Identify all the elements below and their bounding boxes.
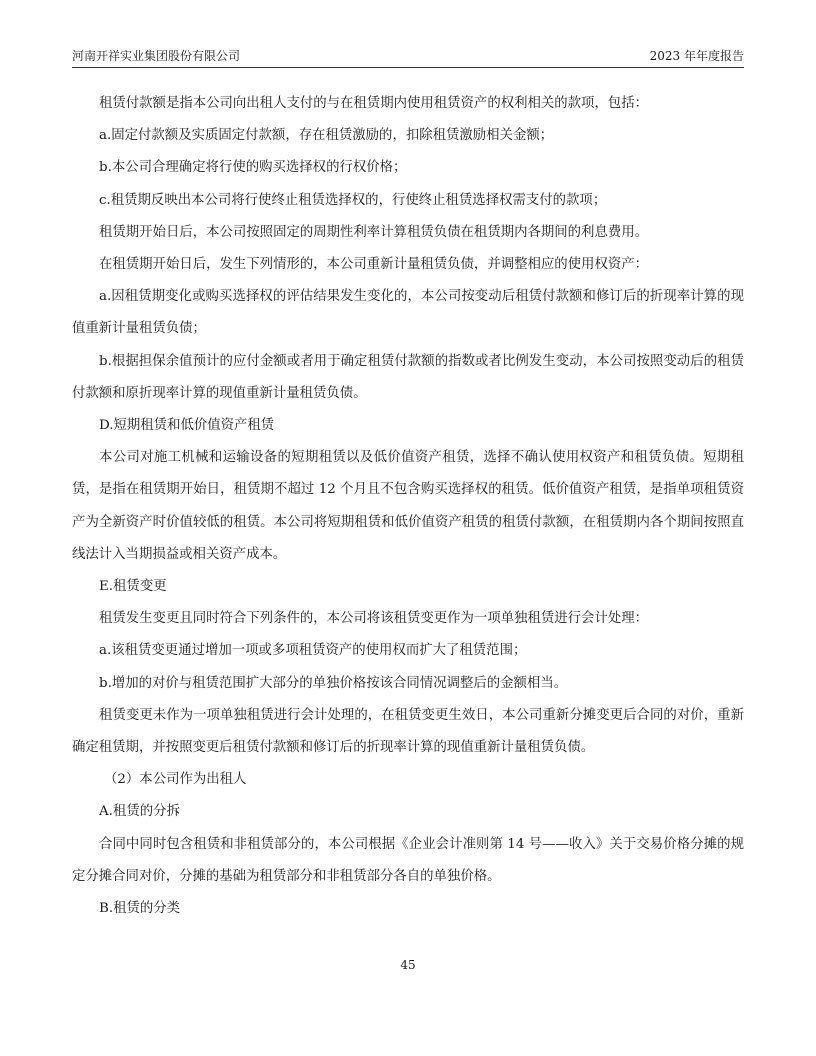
page-header <box>72 47 744 68</box>
list-item: c.租赁期反映出本公司将行使终止租赁选择权的，行使终止租赁选择权需支付的款项； <box>99 192 607 208</box>
subsection-heading: A.租赁的分拆 <box>99 804 180 820</box>
header-company-name: 河南开祥实业集团股份有限公司 <box>72 49 241 63</box>
list-item: b.增加的对价与租赁范围扩大部分的单独价格按该合同情况调整后的金额相当。 <box>99 675 568 691</box>
page-number: 45 <box>400 958 416 972</box>
paragraph: 租赁发生变更且同时符合下列条件的，本公司将该租赁变更作为一项单独租赁进行会计处理： <box>99 611 649 627</box>
paragraph: 租赁变更未作为一项单独租赁进行会计处理的，在租赁变更生效日，本公司重新分摊变更后合同的对价，重新确定租赁期，并按照变更后租赁付款额和修订后的折现率计算的现值重新计量租赁负债。 <box>72 707 744 756</box>
paragraph: 合同中同时包含租赁和非租赁部分的，本公司根据《企业会计准则第 14 号——收入》关于交易价格分摊的规定分摊合同对价，分摊的基础为租赁部分和非租赁部分各自的单独价格。 <box>72 836 744 884</box>
list-item: b.本公司合理确定将行使的购买选择权的行权价格； <box>99 160 407 176</box>
document-body <box>72 88 744 925</box>
paragraph: 租赁付款额是指本公司向出租人支付的与在租赁期内使用租赁资产的权利相关的款项，包括： <box>99 96 649 111</box>
paragraph: 在租赁期开始日后，发生下列情形的，本公司重新计量租赁负债，并调整相应的使用权资产： <box>99 257 649 273</box>
paragraph: 本公司对施工机械和运输设备的短期租赁以及低价值资产租赁，选择不确认使用权资产和租赁负债。短期租赁，是指在租赁期开始日，租赁期不超过 12 个月且不包含购买选择权的租赁。低价值资产租赁，是指单项租赁资产为全新资产时价值较低的租赁。本公司将短期租赁和低价值资产租赁的租赁付款额，在租赁期内各个期间按照直线法计入当期损益或相关资产成本。 <box>72 450 744 562</box>
paragraph: 租赁期开始日后，本公司按照固定的周期性利率计算租赁负债在租赁期内各期间的利息费用。 <box>99 224 649 240</box>
section-heading: E.租赁变更 <box>99 579 167 595</box>
list-item: a.该租赁变更通过增加一项或多项租赁资产的使用权而扩大了租赁范围； <box>99 643 527 659</box>
list-item: a.固定付款额及实质固定付款额，存在租赁激励的，扣除租赁激励相关金额； <box>99 128 554 144</box>
section-heading: D.短期租赁和低价值资产租赁 <box>99 418 275 434</box>
section-heading: （2）本公司作为出租人 <box>104 772 247 788</box>
list-item: b.根据担保余值预计的应付金额或者用于确定租赁付款额的指数或者比例发生变动，本公司按照变动后的租赁付款额和原折现率计算的现值重新计量租赁负债。 <box>72 353 744 401</box>
subsection-heading: B.租赁的分类 <box>99 901 181 917</box>
header-report-title: 2023 年年度报告 <box>649 49 744 63</box>
list-item: a.因租赁期变化或购买选择权的评估结果发生变化的，本公司按变动后租赁付款额和修订后的折现率计算的现值重新计量租赁负债； <box>72 289 744 337</box>
